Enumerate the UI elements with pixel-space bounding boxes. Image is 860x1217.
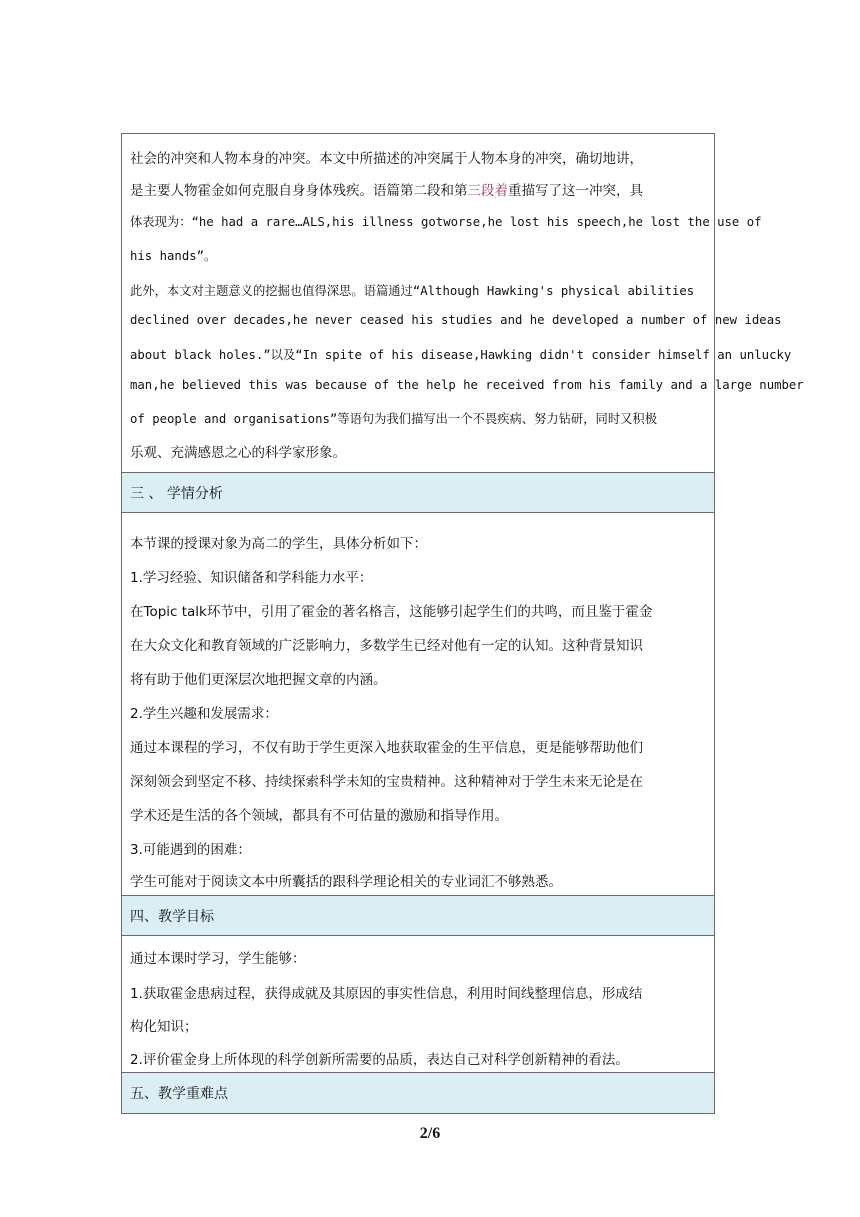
section-header xyxy=(122,896,714,936)
text-line: his hands”。 xyxy=(130,249,217,263)
highlighted-text: 三段着 xyxy=(467,183,508,199)
text-line: declined over decades,he never ceased his studies and he developed a number of new ideas xyxy=(130,313,782,327)
text-line: 深刻领会到坚定不移、持续探索科学未知的宝贵精神。这种精神对于学生未来无论是在 xyxy=(130,774,643,790)
text-line: 学术还是生活的各个领域，都具有不可估量的激励和指导作用。 xyxy=(130,808,508,824)
section-title: 五、教学重难点 xyxy=(130,1086,228,1102)
text-line: 体表现为：“he had a rare…ALS,his illness gotworse,he lost his speech,he lost the use of xyxy=(130,215,762,229)
text-line: 乐观、充满感恩之心的科学家形象。 xyxy=(130,445,346,461)
text-line: about black holes.”以及“In spite of his disease,Hawking didn't consider himself an unlucky xyxy=(130,348,792,362)
text-line: 学生可能对于阅读文本中所囊括的跟科学理论相关的专业词汇不够熟悉。 xyxy=(130,874,562,890)
text-line: of people and organisations”等语句为我们描写出一个不畏疾病、努力钻研，同时又积极 xyxy=(130,412,658,426)
text-analysis-cell xyxy=(122,134,804,473)
section-title: 三 、 学情分析 xyxy=(130,485,223,502)
text-line: 构化知识； xyxy=(130,1019,198,1035)
text-line: 1.获取霍金患病过程，获得成就及其原因的事实性信息，利用时间线整理信息，形成结 xyxy=(130,986,643,1002)
text-segment: 是主要人物霍金如何克服自身身体残疾。语篇第二段和第 xyxy=(130,183,468,199)
text-line: 通过本课程的学习，不仅有助于学生更深入地获取霍金的生平信息，更是能够帮助他们 xyxy=(130,740,643,756)
text-line: 本节课的授课对象为高二的学生，具体分析如下： xyxy=(130,536,427,552)
text-line: 通过本课时学习，学生能够： xyxy=(130,951,306,967)
text-line: 将有助于他们更深层次地把握文章的内涵。 xyxy=(130,672,387,688)
section-header xyxy=(122,1073,714,1113)
lesson-plan-table xyxy=(121,133,804,1114)
section-header xyxy=(122,473,714,513)
text-line: 在Topic talk环节中，引用了霍金的著名格言，这能够引起学生们的共鸣，而且鉴于霍金 xyxy=(130,604,653,620)
text-line: 3.可能遇到的困难： xyxy=(130,842,251,858)
teaching-goals-cell xyxy=(122,936,714,1073)
text-line: 2.学生兴趣和发展需求： xyxy=(130,706,278,722)
page-number: 2/6 xyxy=(419,1125,441,1142)
text-line: man,he believed this was because of the help he received from his family and a large number xyxy=(130,378,804,392)
text-line: 2.评价霍金身上所体现的科学创新所需要的品质，表达自己对科学创新精神的看法。 xyxy=(130,1052,629,1068)
text-line: 1.学习经验、知识储备和学科能力水平： xyxy=(130,570,373,586)
text-line: 此外，本文对主题意义的挖掘也值得深思。语篇通过“Although Hawking's physical abilities xyxy=(130,284,695,298)
section-title: 四、教学目标 xyxy=(130,908,214,925)
text-line: 在大众文化和教育领域的广泛影响力，多数学生已经对他有一定的认知。这种背景知识 xyxy=(130,638,643,654)
student-analysis-cell xyxy=(122,513,714,896)
text-line: 社会的冲突和人物本身的冲突。本文中所描述的冲突属于人物本身的冲突，确切地讲， xyxy=(130,151,643,167)
text-segment: 重描写了这一冲突，具 xyxy=(508,183,643,199)
text-line xyxy=(130,179,643,199)
